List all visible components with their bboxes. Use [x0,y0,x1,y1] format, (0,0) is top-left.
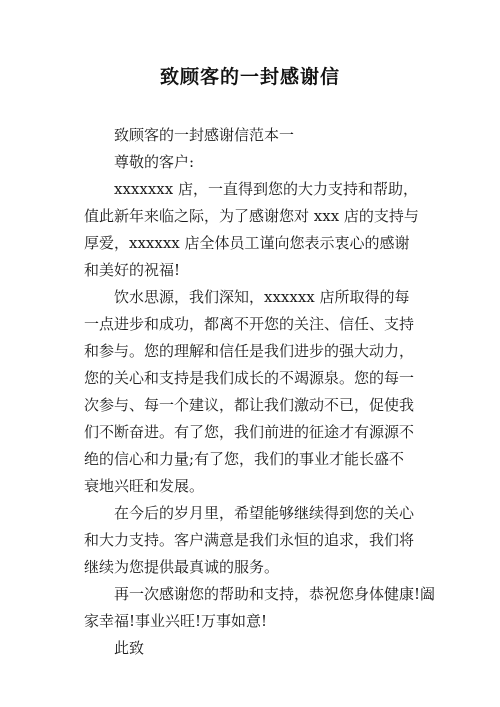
paragraph-line: 您的关心和支持是我们成长的不竭源泉。您的每一 [84,369,415,387]
paragraph-line: 和美好的祝福! [84,261,181,279]
paragraph-line: 和参与。您的理解和信任是我们进步的强大动力， [84,342,415,360]
paragraph-line: 绝的信心和力量;有了您，我们的事业才能长盛不 [84,450,405,468]
document-title: 致顾客的一封感谢信 [159,66,340,88]
letter-salutation: 尊敬的客户: [114,153,195,171]
letter-subtitle: 致顾客的一封感谢信范本一 [114,126,295,144]
paragraph-line: 家幸福!事业兴旺!万事如意! [84,612,268,630]
paragraph-line: 值此新年来临之际，为了感谢您对 xxx 店的支持与 [84,207,419,225]
paragraph-line: 再一次感谢您的帮助和支持，恭祝您身体健康!阖 [114,585,436,603]
paragraph-line: 次参与、每一个建议，都让我们激动不已，促使我 [84,396,415,414]
paragraph-line: 一点进步和成功，都离不开您的关注、信任、支持 [84,315,415,333]
paragraph-line: 在今后的岁月里，希望能够继续得到您的关心 [114,504,415,522]
paragraph-line: 衰地兴旺和发展。 [84,477,205,495]
paragraph-line: 厚爱，xxxxxx 店全体员工谨向您表示衷心的感谢 [84,234,410,252]
paragraph-line: 继续为您提供最真诚的服务。 [84,558,280,576]
letter-body [84,122,436,662]
paragraph-line: 饮水思源，我们深知，xxxxxx 店所取得的每 [114,288,410,306]
paragraph-line: 们不断奋进。有了您，我们前进的征途才有源源不 [84,423,415,441]
letter-closing: 此致 [114,639,145,657]
paragraph-line: xxxxxxx 店，一直得到您的大力支持和帮助， [114,180,418,198]
paragraph-line: 和大力支持。客户满意是我们永恒的追求，我们将 [84,531,415,549]
